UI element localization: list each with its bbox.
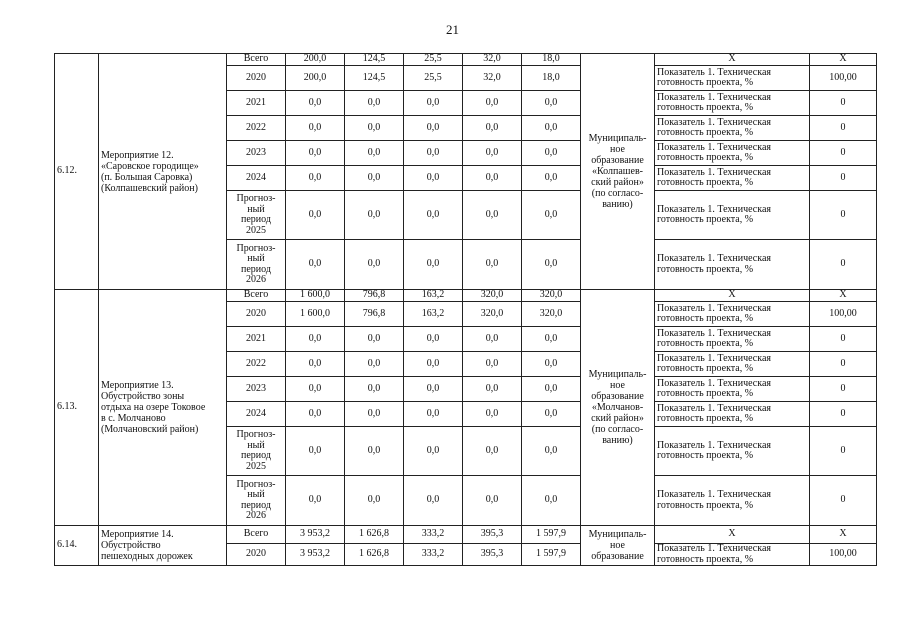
measure-name-line: Мероприятие 12. [101, 149, 174, 161]
indicator-cell: Х [655, 290, 810, 302]
indicator-cell: Показатель 1. Техническая готовность проекта, % [655, 141, 810, 166]
year-cell [227, 544, 286, 566]
funding-value-cell: 0,0 [345, 240, 404, 290]
organization-line: Муниципаль- [588, 529, 647, 540]
funding-value-cell: 796,8 [345, 302, 404, 327]
year-cell [227, 240, 286, 290]
funding-value-cell: 1 626,8 [345, 544, 404, 566]
indicator-value-cell: 0 [810, 166, 877, 191]
funding-value-cell: 0,0 [463, 116, 522, 141]
indicator-value-cell: Х [810, 54, 877, 66]
funding-value-cell: 18,0 [522, 66, 581, 91]
year-cell [227, 352, 286, 377]
indicator-value-cell: 0 [810, 116, 877, 141]
funding-value-cell: 0,0 [463, 166, 522, 191]
program-measures-table [54, 53, 877, 566]
funding-value-cell: 124,5 [345, 54, 404, 66]
funding-value-cell: 395,3 [463, 544, 522, 566]
measure-name [99, 526, 227, 566]
page-number: 21 [446, 22, 459, 37]
funding-value-cell: 0,0 [404, 141, 463, 166]
year-line: 2020 [246, 307, 266, 319]
organization-line: (по согласо- [591, 188, 644, 199]
year-line: 2021 [246, 332, 266, 344]
funding-value-cell: 200,0 [286, 54, 345, 66]
year-line: ный [247, 203, 265, 215]
funding-value-cell: 320,0 [522, 290, 581, 302]
table-row [55, 290, 877, 302]
funding-value-cell: 1 626,8 [345, 526, 404, 544]
funding-value-cell: 1 597,9 [522, 526, 581, 544]
funding-value-cell: 0,0 [404, 402, 463, 427]
indicator-value-cell: Х [810, 290, 877, 302]
year-line: ный [247, 489, 265, 500]
indicator-cell: Показатель 1. Техническая готовность проекта, % [655, 302, 810, 327]
indicator-cell: Показатель 1. Техническая готовность проекта, % [655, 116, 810, 141]
funding-value-cell: 0,0 [345, 402, 404, 427]
organization-line: ский район» [591, 177, 644, 188]
year-line: период [241, 499, 271, 511]
funding-value-cell: 0,0 [463, 91, 522, 116]
year-line: 2021 [246, 96, 266, 108]
indicator-value-cell: 0 [810, 402, 877, 427]
funding-value-cell: 0,0 [463, 191, 522, 240]
funding-value-cell: 163,2 [404, 290, 463, 302]
funding-value-cell: 0,0 [345, 141, 404, 166]
funding-value-cell: 25,5 [404, 54, 463, 66]
funding-value-cell: 0,0 [345, 116, 404, 141]
indicator-value-cell: 0 [810, 427, 877, 476]
year-line: ный [247, 253, 265, 264]
funding-value-cell: 0,0 [463, 402, 522, 427]
indicator-cell: Показатель 1. Техническая готовность проекта, % [655, 402, 810, 427]
funding-value-cell: 0,0 [463, 377, 522, 402]
table-row [55, 526, 877, 544]
organization-line: «Колпашев- [591, 166, 643, 177]
year-cell [227, 427, 286, 476]
responsible-organization [581, 54, 655, 290]
funding-value-cell: 333,2 [404, 526, 463, 544]
funding-value-cell: 0,0 [463, 141, 522, 166]
year-cell [227, 402, 286, 427]
indicator-cell: Х [655, 526, 810, 544]
indicator-cell: Показатель 1. Техническая готовность проекта, % [655, 191, 810, 240]
year-line: ный [247, 439, 265, 451]
funding-value-cell: 0,0 [286, 141, 345, 166]
table-row [55, 54, 877, 66]
organization-line: образование [591, 551, 644, 562]
year-line: 2024 [246, 407, 266, 419]
funding-value-cell: 0,0 [404, 327, 463, 352]
funding-value-cell: 1 597,9 [522, 544, 581, 566]
measure-name-line: отдыха на озере Токовое [101, 402, 206, 413]
funding-value-cell: 0,0 [463, 327, 522, 352]
measure-name-line: пешеходных дорожек [101, 551, 193, 562]
measure-number: 6.14. [55, 526, 99, 566]
year-line: 2025 [246, 224, 266, 236]
year-line: 2026 [246, 274, 266, 285]
funding-value-cell: 796,8 [345, 290, 404, 302]
measure-name-line: (п. Большая Саровка) [101, 171, 193, 183]
funding-value-cell: 0,0 [463, 352, 522, 377]
funding-value-cell: 0,0 [522, 141, 581, 166]
indicator-cell: Показатель 1. Техническая готовность проекта, % [655, 91, 810, 116]
measure-name-line: Обустройство зоны [101, 391, 185, 402]
funding-value-cell: 0,0 [286, 327, 345, 352]
year-line: 2026 [246, 510, 266, 521]
funding-value-cell: 0,0 [522, 402, 581, 427]
funding-value-cell: 0,0 [404, 191, 463, 240]
indicator-value-cell: 0 [810, 240, 877, 290]
funding-value-cell: 3 953,2 [286, 544, 345, 566]
year-cell [227, 116, 286, 141]
funding-value-cell: 0,0 [345, 327, 404, 352]
year-line: 2024 [246, 171, 266, 183]
funding-value-cell: 0,0 [345, 166, 404, 191]
funding-value-cell: 0,0 [522, 327, 581, 352]
year-cell [227, 141, 286, 166]
measure-name-line: Обустройство [101, 540, 161, 551]
funding-value-cell: 320,0 [463, 302, 522, 327]
funding-value-cell: 25,5 [404, 66, 463, 91]
year-line: 2020 [246, 548, 266, 560]
year-line: 2025 [246, 460, 266, 472]
funding-value-cell: 0,0 [345, 191, 404, 240]
funding-value-cell: 0,0 [404, 240, 463, 290]
year-cell [227, 302, 286, 327]
organization-line: ванию) [602, 435, 633, 446]
funding-value-cell: 0,0 [345, 476, 404, 526]
funding-value-cell: 0,0 [522, 240, 581, 290]
indicator-cell: Х [655, 54, 810, 66]
funding-value-cell: 0,0 [522, 191, 581, 240]
funding-value-cell: 0,0 [286, 240, 345, 290]
measure-name [99, 290, 227, 526]
organization-line: образование [591, 155, 644, 166]
year-cell [227, 526, 286, 544]
measure-name [99, 54, 227, 290]
indicator-value-cell: 0 [810, 191, 877, 240]
indicator-cell: Показатель 1. Техническая готовность проекта, % [655, 476, 810, 526]
year-line: 2022 [246, 357, 266, 369]
funding-value-cell: 1 600,0 [286, 290, 345, 302]
funding-value-cell: 0,0 [522, 116, 581, 141]
organization-line: (по согласо- [591, 424, 644, 435]
funding-value-cell: 0,0 [404, 427, 463, 476]
year-line: 2020 [246, 71, 266, 83]
indicator-value-cell: 0 [810, 141, 877, 166]
funding-value-cell: 320,0 [463, 290, 522, 302]
year-line: период [241, 450, 271, 461]
indicator-value-cell: 100,00 [810, 302, 877, 327]
funding-value-cell: 0,0 [286, 191, 345, 240]
year-line: Всего [243, 53, 269, 65]
year-cell [227, 91, 286, 116]
year-line: Прогноз- [236, 429, 276, 440]
organization-line: образование [591, 391, 644, 402]
indicator-cell: Показатель 1. Техническая готовность проекта, % [655, 66, 810, 91]
funding-value-cell: 0,0 [463, 476, 522, 526]
measure-name-line: (Молчановский район) [101, 424, 199, 435]
funding-value-cell: 0,0 [522, 166, 581, 191]
funding-value-cell: 0,0 [345, 91, 404, 116]
measure-name-line: «Саровское городище» [101, 160, 199, 172]
year-cell [227, 66, 286, 91]
year-line: 2023 [246, 146, 266, 158]
funding-value-cell: 1 600,0 [286, 302, 345, 327]
organization-line: Муниципаль- [588, 369, 647, 380]
measure-name-line: Мероприятие 13. [101, 380, 174, 391]
year-cell [227, 54, 286, 66]
funding-value-cell: 0,0 [404, 377, 463, 402]
indicator-value-cell: 0 [810, 476, 877, 526]
funding-value-cell: 0,0 [286, 352, 345, 377]
indicator-cell: Показатель 1. Техническая готовность проекта, % [655, 352, 810, 377]
funding-value-cell: 0,0 [522, 476, 581, 526]
funding-value-cell: 0,0 [404, 352, 463, 377]
funding-value-cell: 0,0 [286, 116, 345, 141]
funding-value-cell: 0,0 [345, 352, 404, 377]
funding-value-cell: 0,0 [463, 240, 522, 290]
indicator-value-cell: 0 [810, 352, 877, 377]
funding-value-cell: 0,0 [286, 476, 345, 526]
year-line: 2023 [246, 382, 266, 394]
year-line: Прогноз- [236, 242, 276, 254]
organization-line: ванию) [602, 199, 633, 210]
organization-line: ский район» [591, 413, 644, 424]
funding-value-cell: 18,0 [522, 54, 581, 66]
year-cell [227, 327, 286, 352]
funding-value-cell: 0,0 [404, 116, 463, 141]
year-line: период [241, 214, 271, 225]
funding-value-cell: 0,0 [463, 427, 522, 476]
indicator-cell: Показатель 1. Техническая готовность проекта, % [655, 327, 810, 352]
organization-line: ное [610, 144, 625, 155]
funding-value-cell: 0,0 [286, 377, 345, 402]
year-cell [227, 191, 286, 240]
indicator-cell: Показатель 1. Техническая готовность проекта, % [655, 166, 810, 191]
funding-value-cell: 124,5 [345, 66, 404, 91]
year-line: Прогноз- [236, 193, 276, 204]
funding-value-cell: 320,0 [522, 302, 581, 327]
year-line: Всего [243, 289, 269, 301]
funding-value-cell: 0,0 [522, 377, 581, 402]
year-cell [227, 290, 286, 302]
funding-value-cell: 0,0 [286, 166, 345, 191]
funding-value-cell: 0,0 [404, 91, 463, 116]
funding-value-cell: 0,0 [522, 352, 581, 377]
indicator-value-cell: 0 [810, 377, 877, 402]
funding-value-cell: 333,2 [404, 544, 463, 566]
indicator-value-cell: 0 [810, 91, 877, 116]
funding-value-cell: 0,0 [286, 402, 345, 427]
year-cell [227, 476, 286, 526]
funding-value-cell: 32,0 [463, 66, 522, 91]
indicator-value-cell: 0 [810, 327, 877, 352]
funding-value-cell: 395,3 [463, 526, 522, 544]
measure-number: 6.12. [55, 54, 99, 290]
indicator-cell: Показатель 1. Техническая готовность проекта, % [655, 544, 810, 566]
organization-line: ное [610, 380, 625, 391]
indicator-cell: Показатель 1. Техническая готовность проекта, % [655, 240, 810, 290]
funding-value-cell: 3 953,2 [286, 526, 345, 544]
indicator-value-cell: Х [810, 526, 877, 544]
year-cell [227, 166, 286, 191]
measure-name-line: в с. Молчаново [101, 413, 166, 424]
funding-value-cell: 0,0 [345, 427, 404, 476]
funding-value-cell: 163,2 [404, 302, 463, 327]
responsible-organization [581, 526, 655, 566]
indicator-cell: Показатель 1. Техническая готовность проекта, % [655, 427, 810, 476]
funding-value-cell: 0,0 [286, 91, 345, 116]
funding-value-cell: 32,0 [463, 54, 522, 66]
funding-value-cell: 0,0 [522, 91, 581, 116]
organization-line: ное [610, 540, 625, 551]
funding-value-cell: 200,0 [286, 66, 345, 91]
funding-value-cell: 0,0 [404, 476, 463, 526]
measure-name-line: Мероприятие 14. [101, 529, 174, 540]
indicator-value-cell: 100,00 [810, 66, 877, 91]
indicator-cell: Показатель 1. Техническая готовность проекта, % [655, 377, 810, 402]
funding-value-cell: 0,0 [286, 427, 345, 476]
year-line: Всего [243, 528, 269, 540]
year-line: 2022 [246, 121, 266, 133]
indicator-value-cell: 100,00 [810, 544, 877, 566]
organization-line: «Молчанов- [591, 402, 644, 413]
funding-value-cell: 0,0 [522, 427, 581, 476]
year-cell [227, 377, 286, 402]
organization-line: Муниципаль- [588, 133, 647, 144]
measure-name-line: (Колпашевский район) [101, 182, 198, 194]
funding-value-cell: 0,0 [404, 166, 463, 191]
responsible-organization [581, 290, 655, 526]
year-line: период [241, 263, 271, 275]
funding-value-cell: 0,0 [345, 377, 404, 402]
measure-number: 6.13. [55, 290, 99, 526]
year-line: Прогноз- [236, 478, 276, 490]
